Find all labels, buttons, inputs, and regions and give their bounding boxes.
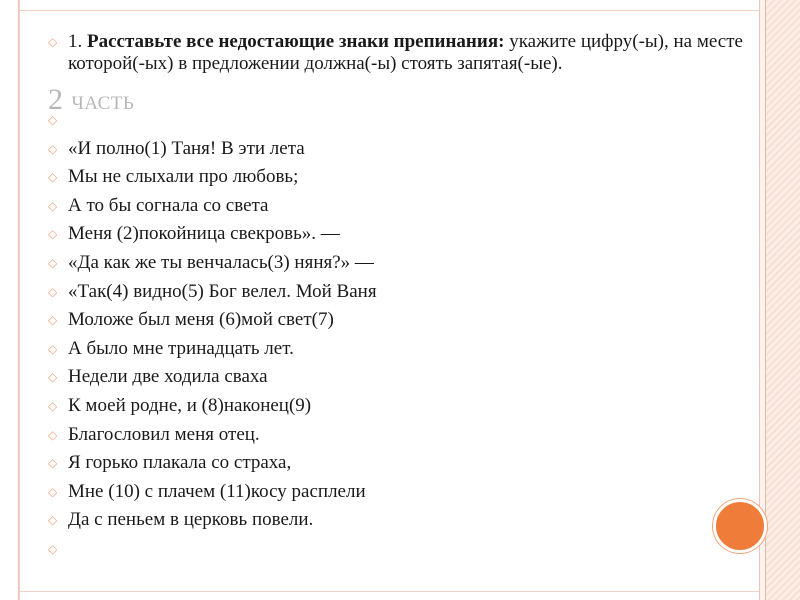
list-item: ◇ «И полно(1) Таня! В эти лета xyxy=(48,135,377,164)
diamond-bullet-icon: ◇ xyxy=(48,398,58,413)
diamond-bullet-icon: ◇ xyxy=(48,170,58,185)
list-item: ◇ К моей родне, и (8)наконец(9) xyxy=(48,392,377,421)
task-number: 1. xyxy=(68,31,83,52)
diamond-bullet-icon: ◇ xyxy=(48,113,58,127)
list-item xyxy=(48,106,377,135)
list-item: ◇ Благословил меня отец. xyxy=(48,421,377,450)
diamond-bullet-icon: ◇ xyxy=(48,35,58,49)
list-item: ◇ Мне (10) с плачем (11)косу расплели xyxy=(48,478,377,507)
list-item: ◇ Моложе был меня (6)мой свет(7) xyxy=(48,306,377,335)
diamond-bullet-icon: ◇ xyxy=(48,484,58,499)
list-item: ◇ Да с пеньем в церковь повели. xyxy=(48,506,377,535)
task-block xyxy=(48,31,768,75)
heading-word: ЧАСТЬ xyxy=(71,93,135,114)
right-decorative-panel xyxy=(765,0,800,600)
poem-list xyxy=(48,106,377,564)
diamond-bullet-icon: ◇ xyxy=(48,313,58,328)
diamond-bullet-icon: ◇ xyxy=(48,284,58,299)
list-item: ◇ Недели две ходила сваха xyxy=(48,363,377,392)
diamond-bullet-icon: ◇ xyxy=(48,141,58,156)
list-item: ◇ Мы не слыхали про любовь; xyxy=(48,163,377,192)
task-instruction-bold: Расставьте все недостающие знаки препинания: xyxy=(87,31,505,52)
heading-number: 2 xyxy=(48,83,64,116)
diamond-bullet-icon: ◇ xyxy=(48,255,58,270)
list-item: ◇ «Так(4) видно(5) Бог велел. Мой Ваня xyxy=(48,278,377,307)
list-item: ◇ А то бы согнала со света xyxy=(48,192,377,221)
diamond-bullet-icon: ◇ xyxy=(48,513,58,528)
diamond-bullet-icon: ◇ xyxy=(48,541,58,556)
diamond-bullet-icon: ◇ xyxy=(48,456,58,471)
left-border xyxy=(18,0,20,600)
task-instruction-rest: укажите цифру(-ы), на месте которой(-ых) в предложении должна(-ы) стоять запятая(-ые). xyxy=(68,31,743,74)
diamond-bullet-icon: ◇ xyxy=(48,227,58,242)
orange-circle-decoration xyxy=(713,499,767,553)
top-border xyxy=(18,10,760,11)
list-item xyxy=(48,535,377,564)
diamond-bullet-icon: ◇ xyxy=(48,198,58,213)
list-item: ◇ А было мне тринадцать лет. xyxy=(48,335,377,364)
bottom-border xyxy=(18,591,760,592)
diamond-bullet-icon: ◇ xyxy=(48,341,58,356)
list-item: ◇ «Да как же ты венчалась(3) няня?» — xyxy=(48,249,377,278)
diamond-bullet-icon: ◇ xyxy=(48,427,58,442)
task-text xyxy=(48,31,768,75)
list-item: ◇ Меня (2)покойница свекровь». — xyxy=(48,220,377,249)
list-item: ◇ Я горько плакала со страха, xyxy=(48,449,377,478)
diamond-bullet-icon: ◇ xyxy=(48,370,58,385)
